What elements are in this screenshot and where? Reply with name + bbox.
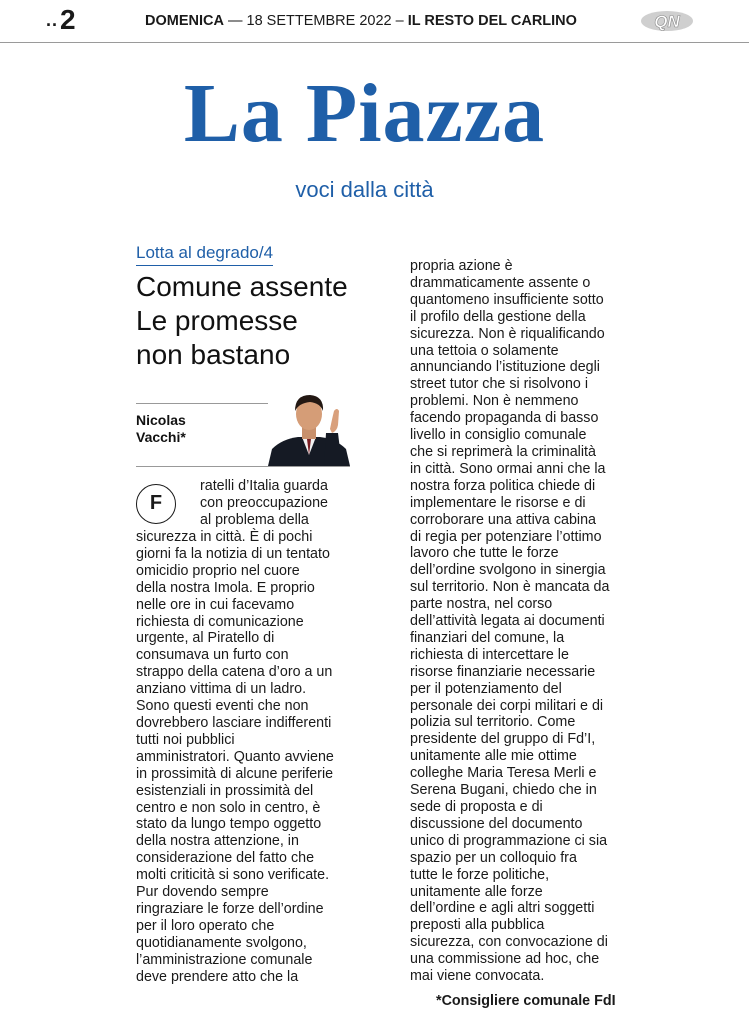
text-line: una tettoia o solamente: [410, 342, 559, 359]
text-line: sicurezza. Non è riqualificando: [410, 325, 605, 342]
text-line: implementare le risorse e di: [410, 494, 586, 511]
text-line: della nostra attenzione, in: [136, 833, 299, 850]
text-line: colleghe Maria Teresa Merli e: [410, 765, 597, 782]
text-line: personale dei corpi militari e di: [410, 697, 604, 714]
headline-line: Le promesse: [136, 305, 298, 336]
newspaper-name: IL RESTO DEL CARLINO: [407, 13, 577, 29]
text-line: Sono questi eventi che non: [136, 698, 309, 715]
text-line: annunciando l’istituzione degli: [410, 359, 600, 376]
text-line: con preoccupazione: [200, 494, 328, 511]
text-line: problemi. Non è nemmeno: [410, 393, 579, 410]
text-line: ringraziare le forze dell’ordine: [136, 900, 324, 917]
text-line: dell’attività legata ai documenti: [410, 613, 605, 630]
headline-line: non bastano: [136, 339, 291, 370]
text-line: quantomeno insufficiente sotto: [410, 291, 604, 308]
text-line: tutte le forze politiche,: [410, 866, 550, 883]
author-signature: *Consigliere comunale FdI: [436, 993, 616, 1009]
page-header: [0, 0, 749, 43]
text-line: nelle ore in cui facevamo: [136, 596, 295, 613]
text-line: presidente del gruppo di Fd’I,: [410, 731, 596, 748]
text-line: sicurezza in città. È di pochi: [136, 529, 313, 545]
article-headline: [136, 270, 376, 372]
author-first-name: Nicolas: [136, 412, 186, 428]
author-last-name: Vacchi*: [136, 429, 186, 445]
author-byline: [136, 412, 186, 446]
text-line: finanziari del comune, la: [410, 629, 565, 646]
text-line: spazio per un colloquio fra: [410, 849, 577, 866]
text-line: unico di programmazione ci sia: [410, 832, 608, 849]
author-photo: [268, 389, 350, 466]
text-line: polizia sul territorio. Come: [410, 714, 576, 731]
date-label: 18 SETTEMBRE 2022: [246, 13, 392, 29]
qn-logo-text: QN: [654, 12, 680, 31]
text-line: Serena Bugani, chiedo che in: [410, 782, 597, 799]
author-portrait-icon: [268, 389, 350, 466]
text-line: consumava un furto con: [136, 647, 289, 664]
text-line: l’amministrazione comunale: [136, 951, 313, 968]
headline-line: Comune assente: [136, 271, 348, 302]
text-line: il profilo della gestione della: [410, 308, 586, 325]
text-line: che si reprimerà la criminalità: [410, 443, 596, 460]
text-line: corroborare una attiva cabina: [410, 511, 596, 528]
text-line: ratelli d’Italia guarda: [200, 478, 328, 494]
text-line: amministratori. Quanto avviene: [136, 748, 334, 765]
article-column-1-intro: [200, 478, 328, 529]
text-line: in città. Sono ormai anni che la: [410, 460, 606, 477]
text-line: considerazione del fatto che: [136, 850, 315, 867]
text-line: sicurezza, con convocazione di: [410, 934, 608, 951]
byline-divider: [136, 466, 350, 467]
text-line: drammaticamente assente o: [410, 274, 591, 291]
text-line: molti criticità si sono verificate.: [136, 867, 330, 884]
text-line: sede di proposta e di: [410, 799, 543, 815]
section-title: La Piazza: [183, 67, 546, 160]
text-line: tutti noi pubblici: [136, 731, 235, 748]
text-line: sul territorio. Non è mancata da: [410, 579, 610, 596]
text-line: una commissione ad hoc, che: [410, 951, 600, 968]
text-line: Pur dovendo sempre: [136, 884, 269, 901]
text-line: al problema della: [200, 511, 309, 528]
text-line: risorse finanziarie necessarie: [410, 663, 596, 680]
text-line: propria azione è: [410, 258, 513, 274]
text-line: deve prendere atto che la: [136, 968, 299, 985]
article-column-2: [410, 258, 609, 985]
text-line: richiesta di intercettare le: [410, 646, 569, 663]
text-line: giorni fa la notizia di un tentato: [136, 545, 330, 562]
text-line: lavoro che tutte le forze: [410, 545, 559, 562]
text-line: richiesta di comunicazione: [136, 613, 304, 630]
text-line: esistenziali in prossimità del: [136, 782, 314, 799]
article-kicker: Lotta al degrado/4: [136, 242, 273, 266]
text-line: strappo della catena d’oro a un: [136, 664, 333, 681]
text-line: unitamente alle mie ottime: [410, 748, 577, 765]
text-line: mai viene convocata.: [410, 968, 545, 985]
text-line: parte nostra, nel corso: [410, 596, 553, 613]
text-line: omicidio proprio nel cuore: [136, 562, 300, 579]
day-label: DOMENICA: [145, 13, 224, 29]
text-line: per il loro operato che: [136, 917, 275, 934]
text-line: dell’ordine svolgono in sinergia: [410, 562, 606, 579]
dateline-separator: —: [227, 13, 243, 29]
text-line: facendo propaganda di basso: [410, 410, 599, 427]
text-line: street tutor che si risolvono i: [410, 376, 588, 393]
text-line: discussione del documento: [410, 815, 583, 832]
text-line: preposti alla pubblica: [410, 917, 545, 934]
text-line: dell’ordine e agli altri soggetti: [410, 900, 595, 917]
section-subtitle: voci dalla città: [295, 177, 434, 202]
text-line: per il potenziamento del: [410, 680, 562, 697]
text-line: di regia per potenziare l’ottimo: [410, 528, 602, 545]
text-line: livello in consiglio comunale: [410, 427, 587, 444]
text-line: dovrebbero lasciare indifferenti: [136, 714, 332, 731]
text-line: urgente, al Piratello di: [136, 630, 275, 647]
text-line: stato da lungo tempo oggetto: [136, 816, 322, 833]
text-line: centro e non solo in centro, è: [136, 799, 321, 816]
text-line: in prossimità di alcune periferie: [136, 765, 334, 782]
article-column-1: [136, 529, 334, 985]
qn-logo-icon: [640, 10, 694, 32]
text-line: anziano vittima di un ladro.: [136, 681, 307, 698]
text-line: nostra forza politica chiede di: [410, 477, 596, 494]
text-line: della nostra Imola. E proprio: [136, 579, 315, 596]
text-line: quotidianamente svolgono,: [136, 934, 307, 951]
dateline: [145, 12, 577, 30]
dateline-separator: –: [395, 13, 404, 29]
drop-cap: F: [136, 484, 176, 524]
text-line: unitamente alle forze: [410, 883, 543, 900]
page-number: ..2: [46, 4, 76, 35]
